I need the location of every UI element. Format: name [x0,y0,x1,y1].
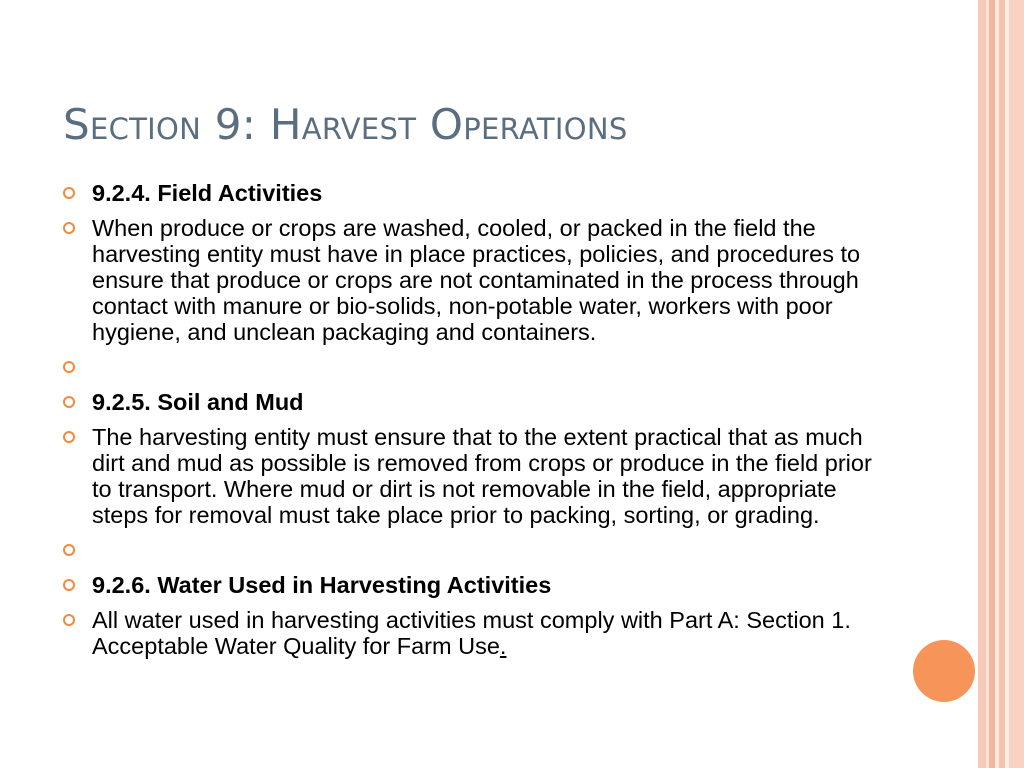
paragraph: The harvesting entity must ensure that to the extent practical that as much dirt and mud as possible is removed from crops or produce in the field prior to transport. Where mud or dirt is not removable in the field, appropriate steps for removal must take place prior to packing, sorting, or grading. [92,424,872,528]
subheading: 9.2.5. Soil and Mud [92,389,304,415]
bullet-icon [63,361,75,373]
paragraph: When produce or crops are washed, cooled, or packed in the field the harvesting entity must have in place practices, policies, and procedures to ensure that produce or crops are not contaminated in the process through contact with manure or bio-solids, non-potable water, workers with poor hygiene, and unclean packaging and containers. [92,215,861,345]
bullet-icon [63,579,75,591]
underlined-period: . [499,633,507,659]
bullet-item-empty [62,354,882,380]
bullet-icon [63,187,75,199]
bullet-item [62,180,882,206]
bullet-list [62,180,882,668]
bullet-icon [63,396,75,408]
bullet-icon [63,544,75,556]
bullet-item [62,607,882,659]
bullet-icon [63,222,75,234]
decorative-stripe [978,0,986,768]
bullet-item [62,389,882,415]
bullet-item-empty [62,537,882,563]
bullet-item [62,215,882,345]
decorative-stripe [1009,0,1024,768]
paragraph: All water used in harvesting activities must comply with Part A: Section 1. Acceptable Water Quality for Farm Use [92,607,851,659]
bullet-item [62,424,882,528]
bullet-icon [63,431,75,443]
subheading: 9.2.6. Water Used in Harvesting Activities [92,572,552,598]
bullet-icon [63,614,75,626]
decorative-circle [913,640,975,702]
subheading: 9.2.4. Field Activities [92,180,323,206]
slide-title: Section 9: Harvest Operations [63,100,628,149]
bullet-item [62,572,882,598]
